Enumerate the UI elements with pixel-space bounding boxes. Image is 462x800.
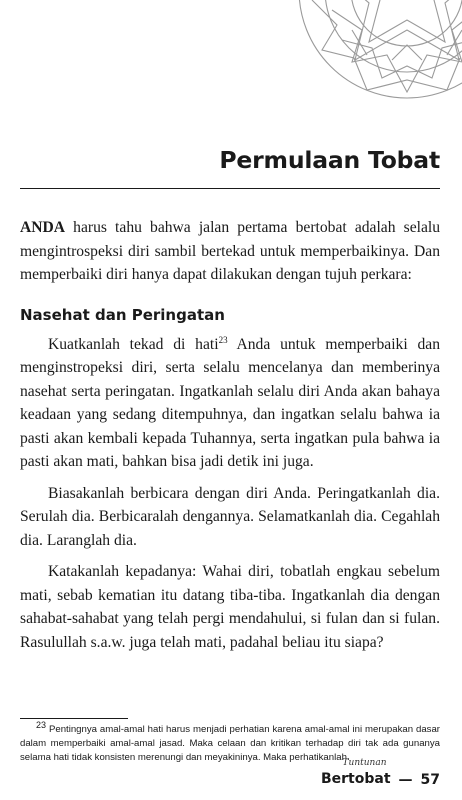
title-rule bbox=[20, 188, 440, 189]
intro-paragraph bbox=[20, 216, 440, 287]
paragraph-1 bbox=[20, 333, 440, 474]
paragraph-2: Biasakanlah berbicara dengan diri Anda. Peringatkanlah dia. Serulah dia. Berbicaralah dengannya. Selamatkanlah dia. Cegahlah dia. Laranglah dia. bbox=[20, 484, 440, 549]
lead-word: ANDA bbox=[20, 219, 66, 236]
footnote-body: Pentingnya amal-amal hati harus menjadi perhatian karena amal-amal ini merupakan dasar dalam memperbaiki amal-amal jasad. Maka celaan dan kritikan terhadap diri tak ada gunanya selama hati tidak konsisten merenungi dan meyakininya. Maka perhatikanlah. bbox=[20, 724, 440, 763]
chapter-title: Permulaan Tobat bbox=[219, 146, 440, 174]
footnote-number: 23 bbox=[36, 719, 47, 730]
intro-text: harus tahu bahwa jalan pertama bertobat adalah selalu mengintrospeksi diri sambil bertekad untuk memperbaikinya. Dan memperbaiki diri hanya dapat dilakukan dengan tujuh perkara: bbox=[20, 219, 440, 283]
page-number: 57 bbox=[420, 772, 440, 788]
brand-script: Tuntunan bbox=[342, 758, 387, 768]
book-brand bbox=[320, 758, 391, 788]
page-footer bbox=[320, 758, 440, 788]
section-heading: Nasehat dan Peringatan bbox=[20, 305, 225, 324]
brand-word: Bertobat bbox=[320, 771, 391, 787]
paragraph-3: Katakanlah kepadanya: Wahai diri, tobatlah engkau sebelum mati, sebab kematian itu datang tiba-tiba. Ingatkanlah dia dengan sahabat-sahabat yang telah pergi mendahului, si fulan dan si fulan. Rasulullah s.a.w. juga telah mati, padahal beliau itu siapa? bbox=[20, 563, 440, 651]
paragraph-1-rest: Anda untuk memperbaiki dan menginstropeksi diri, serta selalu mencelanya dan memberinya nasehat serta peringatan. Ingatkanlah selalu diri Anda akan bahaya keadaan yang sedang ditempuhnya, dan ingatkan selalu bahwa ia pasti akan kembali kepada Tuhannya, serta ingatkan pula bahwa ia pasti akan mati, bahkan bisa jadi detik ini juga. bbox=[20, 335, 440, 470]
body-text bbox=[20, 216, 440, 654]
page-dash: — bbox=[398, 772, 413, 788]
footnote-reference: 23 bbox=[218, 334, 228, 345]
paragraph-1-start: Kuatkanlah tekad di hati bbox=[48, 335, 219, 353]
star-lattice-ornament-icon bbox=[292, 0, 462, 120]
